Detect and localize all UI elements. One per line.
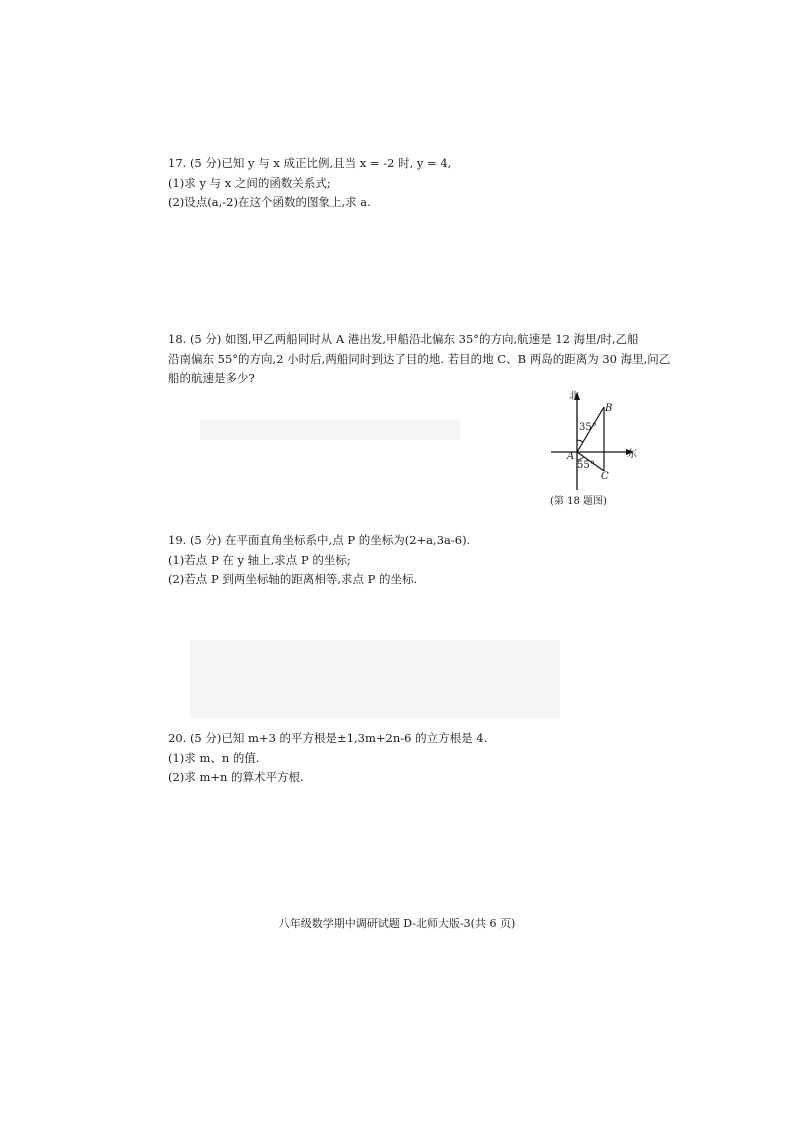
scan-smudge	[190, 640, 560, 718]
question-18-stem-line-3: 船的航速是多少?	[168, 371, 255, 385]
bearing-diagram	[541, 387, 641, 507]
north-label: 北	[569, 391, 579, 402]
question-20-part-1: (1)求 m、n 的值.	[168, 750, 260, 765]
question-18	[168, 330, 671, 389]
scan-smudge	[200, 420, 460, 440]
question-17-part-2: (2)设点(a,-2)在这个函数的图象上,求 a.	[168, 195, 371, 209]
angle-35-label: 35°	[579, 422, 597, 433]
figure-18-caption: (第 18 题图)	[550, 496, 607, 507]
question-19-part-2: (2)若点 P 到两坐标轴的距离相等,求点 P 的坐标.	[168, 572, 418, 586]
question-20-part-2: (2)求 m+n 的算术平方根.	[168, 770, 304, 784]
question-20	[168, 729, 638, 788]
question-19-stem: 19. (5 分) 在平面直角坐标系中,点 P 的坐标为(2+a,3a-6).	[168, 533, 471, 547]
page-footer: 八年级数学期中调研试题 D-北师大版-3(共 6 页)	[278, 917, 516, 930]
question-18-stem-line-2: 沿南偏东 55°的方向,2 小时后,两船同时到达了目的地. 若目的地 C、B 两岛的距离为 30 海里,问乙	[168, 351, 671, 366]
point-A-label: A	[567, 451, 575, 462]
question-17-stem: 17. (5 分)已知 y 与 x 成正比例,且当 x = -2 时, y = 4,	[168, 156, 452, 170]
question-17	[168, 154, 638, 213]
question-18-figure	[541, 387, 641, 507]
angle-arc-35	[577, 440, 583, 442]
point-C-label: C	[601, 471, 609, 482]
question-20-stem: 20. (5 分)已知 m+3 的平方根是±1,3m+2n-6 的立方根是 4.	[168, 731, 488, 745]
question-18-stem-line-1: 18. (5 分) 如图,甲乙两船同时从 A 港出发,甲船沿北偏东 35°的方向,航速是 12 海里/时,乙船	[168, 332, 639, 346]
question-17-part-1: (1)求 y 与 x 之间的函数关系式;	[168, 175, 331, 190]
question-19-part-1: (1)若点 P 在 y 轴上,求点 P 的坐标;	[168, 552, 351, 567]
point-B-label: B	[605, 403, 613, 414]
east-label: 东	[627, 449, 637, 460]
question-19	[168, 531, 638, 590]
angle-55-label: 55°	[577, 460, 595, 471]
